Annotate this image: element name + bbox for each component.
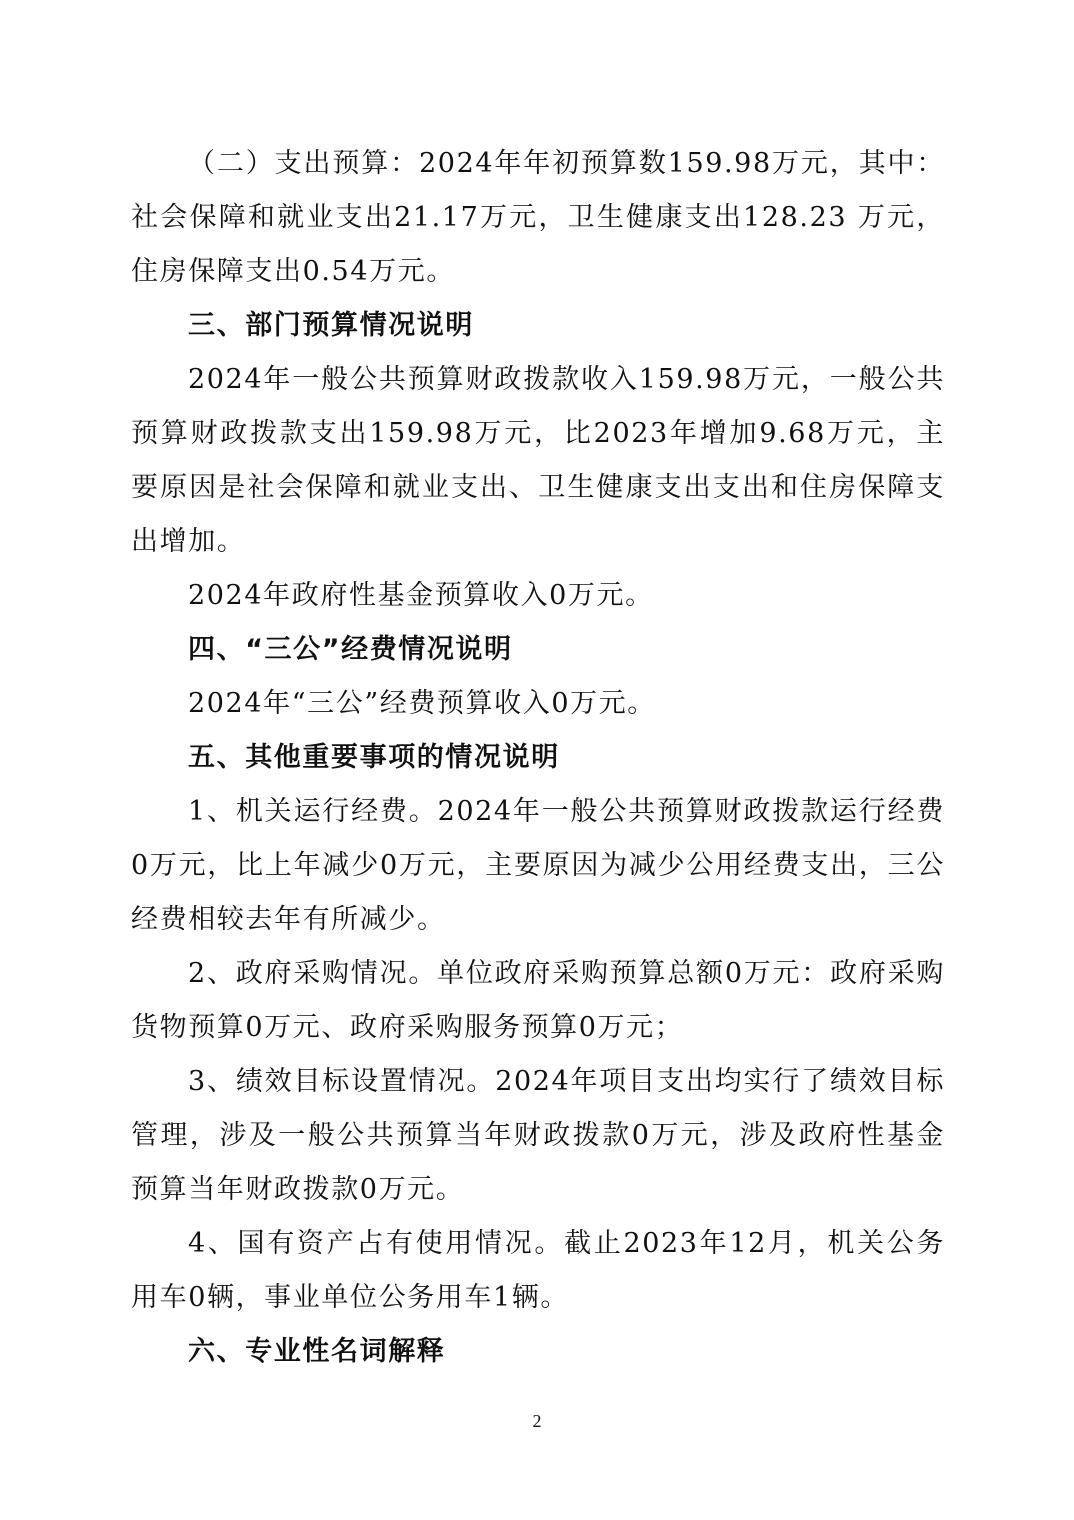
paragraph-government-procurement: 2、政府采购情况。单位政府采购预算总额0万元：政府采购货物预算0万元、政府采购服务预算0万元； (131, 958, 945, 1043)
section-heading-three-public-expenses: 四、“三公”经费情况说明 (188, 634, 513, 665)
paragraph-performance-targets: 3、绩效目标设置情况。2024年项目支出均实行了绩效目标管理，涉及一般公共预算当年财政拨款0万元，涉及政府性基金预算当年财政拨款0万元。 (131, 1066, 945, 1205)
paragraph-expenditure-budget: （二）支出预算：2024年年初预算数159.98万元，其中：社会保障和就业支出21.17万元，卫生健康支出128.23 万元，住房保障支出0.54万元。 (131, 148, 945, 287)
page-number: 2 (532, 1411, 542, 1431)
document-body (131, 137, 945, 1379)
paragraph-operating-expenses: 1、机关运行经费。2024年一般公共预算财政拨款运行经费0万元，比上年减少0万元，主要原因为减少公用经费支出，三公经费相较去年有所减少。 (131, 796, 945, 935)
paragraph-state-assets: 4、国有资产占有使用情况。截止2023年12月，机关公务用车0辆，事业单位公务用车1辆。 (131, 1228, 945, 1313)
section-heading-other-matters: 五、其他重要事项的情况说明 (188, 742, 560, 773)
section-heading-terminology: 六、专业性名词解释 (188, 1336, 446, 1367)
section-heading-department-budget: 三、部门预算情况说明 (188, 310, 474, 341)
paragraph-general-public-budget: 2024年一般公共预算财政拨款收入159.98万元，一般公共预算财政拨款支出159.98万元，比2023年增加9.68万元，主要原因是社会保障和就业支出、卫生健康支出支出和住房保障支出增加。 (131, 364, 945, 557)
paragraph-government-fund-budget: 2024年政府性基金预算收入0万元。 (188, 580, 654, 611)
paragraph-three-public-expenses: 2024年“三公”经费预算收入0万元。 (188, 688, 656, 719)
